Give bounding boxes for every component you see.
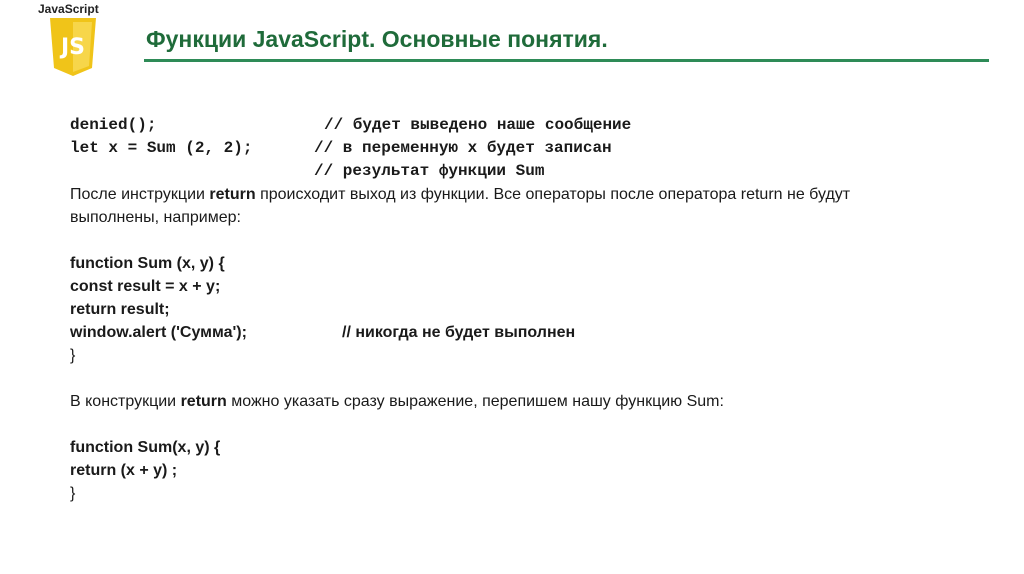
page-title: Функции JavaScript. Основные понятия. bbox=[146, 26, 608, 52]
code-line bbox=[70, 137, 970, 160]
code-line: const result = x + y; bbox=[70, 278, 221, 295]
js-shield-icon bbox=[50, 18, 96, 76]
code-text: window.alert ('Сумма'); bbox=[70, 324, 247, 341]
code-line: function Sum (x, y) { bbox=[70, 255, 225, 272]
code-line bbox=[70, 321, 970, 344]
code-comment: // никогда не будет выполнен bbox=[342, 324, 576, 341]
keyword: return bbox=[209, 186, 256, 203]
code-line: return result; bbox=[70, 301, 170, 318]
logo-mark: JS bbox=[60, 35, 86, 60]
code-line bbox=[70, 160, 970, 183]
slide-content bbox=[70, 114, 970, 505]
code-comment: // в переменную x будет записан bbox=[314, 139, 612, 157]
code-line: } bbox=[70, 347, 76, 364]
code-line bbox=[70, 114, 970, 137]
paragraph: В конструкции return можно указать сразу выражение, перепишем нашу функцию Sum: bbox=[70, 393, 724, 410]
code-comment: // будет выведено наше сообщение bbox=[324, 116, 632, 134]
code-text: denied(); bbox=[70, 116, 157, 134]
keyword: return bbox=[180, 393, 227, 410]
code-line: function Sum(x, y) { bbox=[70, 439, 221, 456]
paragraph: После инструкции return происходит выход из функции. Все операторы после оператора return не будут bbox=[70, 186, 851, 203]
code-line: return (x + y) ; bbox=[70, 462, 178, 479]
code-text: let x = Sum (2, 2); bbox=[70, 139, 253, 157]
code-line: } bbox=[70, 485, 76, 502]
code-comment: // результат функции Sum bbox=[314, 162, 545, 180]
logo-label: JavaScript bbox=[38, 2, 99, 16]
paragraph-line: выполнены, например: bbox=[70, 209, 241, 226]
title-divider bbox=[144, 59, 989, 62]
javascript-logo bbox=[38, 2, 108, 76]
